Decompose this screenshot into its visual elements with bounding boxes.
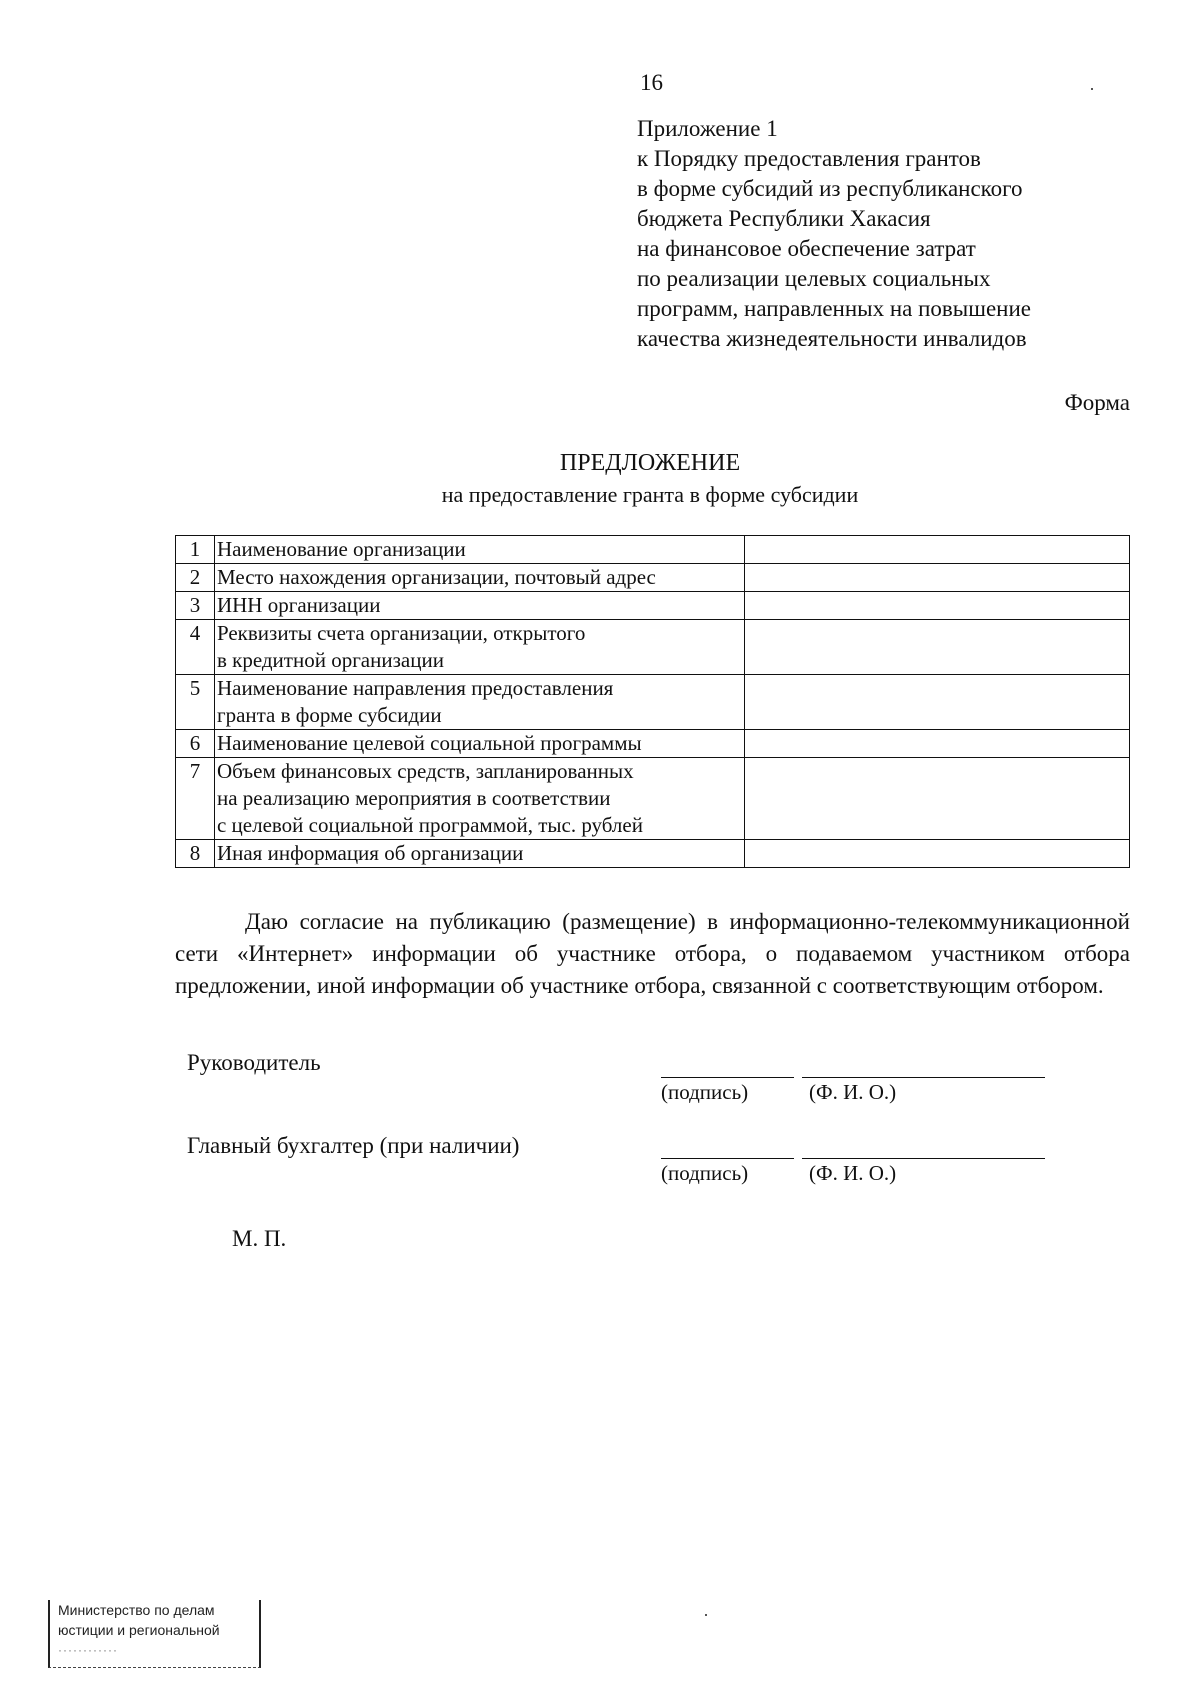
row-label	[214, 840, 745, 868]
row-number: 8	[176, 840, 215, 868]
accountant-signature-label: Главный бухгалтер (при наличии)	[187, 1133, 520, 1158]
row-number: 7	[176, 758, 215, 840]
appendix-line: Приложение 1	[637, 116, 778, 141]
appendix-line: на финансовое обеспечение затрат	[637, 236, 976, 261]
head-name-caption: (Ф. И. О.)	[809, 1080, 897, 1104]
table-row	[176, 620, 1130, 675]
row-label-line: Место нахождения организации, почтовый адрес	[216, 565, 656, 589]
row-value-cell[interactable]	[745, 564, 1130, 592]
row-number: 2	[176, 564, 215, 592]
document-title: ПРЕДЛОЖЕНИЕ	[559, 450, 741, 476]
table-row	[176, 730, 1130, 758]
row-label	[214, 564, 745, 592]
stamp-line: юстиции и региональной	[58, 1622, 220, 1638]
table-row	[176, 564, 1130, 592]
head-signature-line[interactable]	[661, 1077, 794, 1078]
row-label-line: Объем финансовых средств, запланированных	[216, 759, 634, 783]
appendix-line: по реализации целевых социальных	[637, 266, 991, 291]
document-subtitle: на предоставление гранта в форме субсидии	[441, 482, 859, 507]
row-label-line: с целевой социальной программой, тыс. рублей	[216, 813, 643, 837]
row-number: 5	[176, 675, 215, 730]
row-value-cell[interactable]	[745, 758, 1130, 840]
row-value-cell[interactable]	[745, 592, 1130, 620]
appendix-line: в форме субсидий из республиканского	[637, 176, 1023, 201]
stamp-line: Министерство по делам	[58, 1602, 215, 1618]
appendix-line: программ, направленных на повышение	[637, 296, 1031, 321]
row-label-line: гранта в форме субсидии	[216, 703, 442, 727]
row-label-line: на реализацию мероприятия в соответствии	[216, 786, 611, 810]
stamp-line: ············	[58, 1643, 118, 1657]
page-number: 16	[640, 70, 663, 95]
accountant-name-caption: (Ф. И. О.)	[809, 1161, 897, 1185]
appendix-line: бюджета Республики Хакасия	[637, 206, 931, 231]
table-row	[176, 592, 1130, 620]
head-signature-caption: (подпись)	[661, 1080, 749, 1104]
ministry-registration-stamp	[48, 1600, 261, 1668]
appendix-line: к Порядку предоставления грантов	[637, 146, 981, 171]
appendix-line: качества жизнедеятельности инвалидов	[637, 326, 1027, 351]
stamp-place-label: М. П.	[232, 1226, 287, 1251]
row-label-line: ИНН организации	[216, 593, 381, 617]
organization-info-table	[175, 535, 1130, 868]
table-row	[176, 840, 1130, 868]
row-number: 1	[176, 536, 215, 564]
table-row	[176, 536, 1130, 564]
row-value-cell[interactable]	[745, 675, 1130, 730]
row-label	[214, 536, 745, 564]
row-number: 4	[176, 620, 215, 675]
accountant-signature-caption: (подпись)	[661, 1161, 749, 1185]
row-label-line: в кредитной организации	[216, 648, 444, 672]
row-label	[214, 758, 745, 840]
row-number: 3	[176, 592, 215, 620]
table-row	[176, 675, 1130, 730]
accountant-name-line[interactable]	[802, 1158, 1045, 1159]
row-label-line: Реквизиты счета организации, открытого	[216, 621, 586, 645]
scan-speck	[705, 1614, 707, 1616]
appendix-header	[637, 114, 1031, 354]
row-label-line: Наименование организации	[216, 537, 466, 561]
accountant-signature-line[interactable]	[661, 1158, 794, 1159]
consent-paragraph: Даю согласие на публикацию (размещение) в информационно-телекоммуникационной сети «Интернет» информации об участнике отбора, о подаваемом участником отбора предложении, иной информации об участнике отбора, связанной с соответствующим отбором.	[175, 909, 1130, 998]
table-row	[176, 758, 1130, 840]
row-label-line: Наименование целевой социальной программы	[216, 731, 642, 755]
row-value-cell[interactable]	[745, 536, 1130, 564]
row-label-line: Иная информация об организации	[216, 841, 524, 865]
row-number: 6	[176, 730, 215, 758]
row-label	[214, 730, 745, 758]
row-value-cell[interactable]	[745, 620, 1130, 675]
row-value-cell[interactable]	[745, 840, 1130, 868]
row-label	[214, 592, 745, 620]
form-label: Форма	[1064, 390, 1130, 415]
head-name-line[interactable]	[802, 1077, 1045, 1078]
head-signature-label: Руководитель	[187, 1050, 321, 1075]
scan-speck	[1091, 88, 1093, 90]
row-value-cell[interactable]	[745, 730, 1130, 758]
row-label	[214, 675, 745, 730]
row-label	[214, 620, 745, 675]
row-label-line: Наименование направления предоставления	[216, 676, 614, 700]
